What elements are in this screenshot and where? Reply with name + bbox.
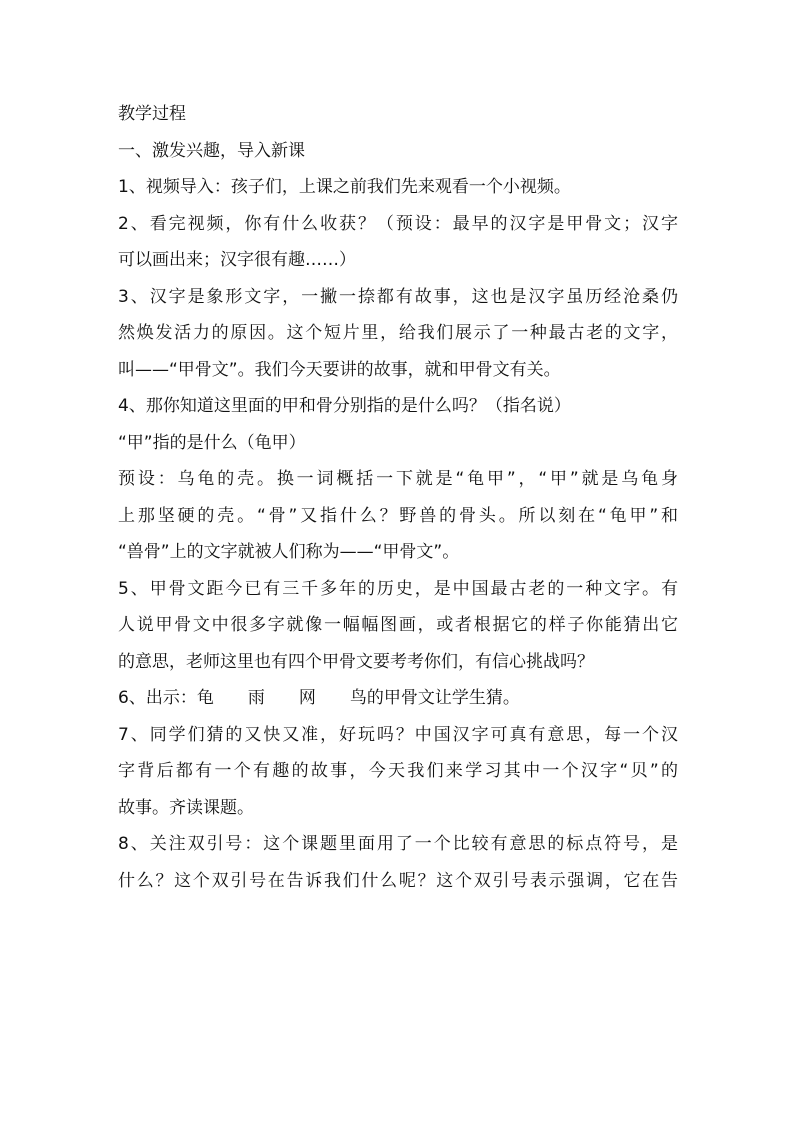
paragraph-line: 的意思，老师这里也有四个甲骨文要考考你们，有信心挑战吗？	[118, 651, 594, 672]
paragraph-line: 6、出示：龟 雨 网 鸟的甲骨文让学生猜。	[118, 688, 520, 708]
paragraph-line: “兽骨”上的文字就被人们称为——“甲骨文”。	[118, 542, 460, 562]
paragraph-line: 7、同学们猜的又快又准，好玩吗？中国汉字可真有意思，每一个汉	[118, 724, 678, 745]
paragraph-line: 叫——“甲骨文”。我们今天要讲的故事，就和甲骨文有关。	[118, 359, 561, 380]
paragraph-line: 1、视频导入：孩子们，上课之前我们先来观看一个小视频。	[118, 177, 571, 197]
paragraph-line: 3、汉字是象形文字，一撇一捺都有故事，这也是汉字虽历经沧桑仍	[118, 286, 678, 307]
paragraph-line: 5、甲骨文距今已有三千多年的历史，是中国最古老的一种文字。有	[118, 578, 678, 599]
document-body	[118, 96, 678, 899]
paragraph-line: 可以画出来；汉字很有趣……）	[118, 250, 356, 270]
paragraph-line: 8、关注双引号：这个课题里面用了一个比较有意思的标点符号，是	[118, 834, 678, 854]
paragraph-line: 什么？这个双引号在告诉我们什么呢？这个双引号表示强调，它在告	[118, 870, 678, 891]
section-heading: 教学过程	[118, 104, 186, 124]
paragraph-line: 预设：乌龟的壳。换一词概括一下就是“龟甲”，“甲”就是乌龟身	[118, 469, 678, 489]
paragraph-line: 2、看完视频，你有什么收获？（预设：最早的汉字是甲骨文；汉字	[118, 213, 678, 234]
paragraph-line: 人说甲骨文中很多字就像一幅幅图画，或者根据它的样子你能猜出它	[118, 615, 678, 635]
paragraph-line: 4、那你知道这里面的甲和骨分别指的是什么吗？（指名说）	[118, 396, 571, 416]
paragraph-line: 字背后都有一个有趣的故事，今天我们来学习其中一个汉字“贝”的	[118, 761, 678, 781]
paragraph-line: “甲”指的是什么（龟甲）	[118, 432, 306, 453]
paragraph-line: 然焕发活力的原因。这个短片里，给我们展示了一种最古老的文字，	[118, 323, 678, 343]
subsection-heading: 一、激发兴趣，导入新课	[118, 140, 305, 161]
paragraph-line: 上那坚硬的壳。“骨”又指什么？野兽的骨头。所以刻在“龟甲”和	[118, 505, 678, 526]
paragraph-line: 故事。齐读课题。	[118, 797, 254, 818]
